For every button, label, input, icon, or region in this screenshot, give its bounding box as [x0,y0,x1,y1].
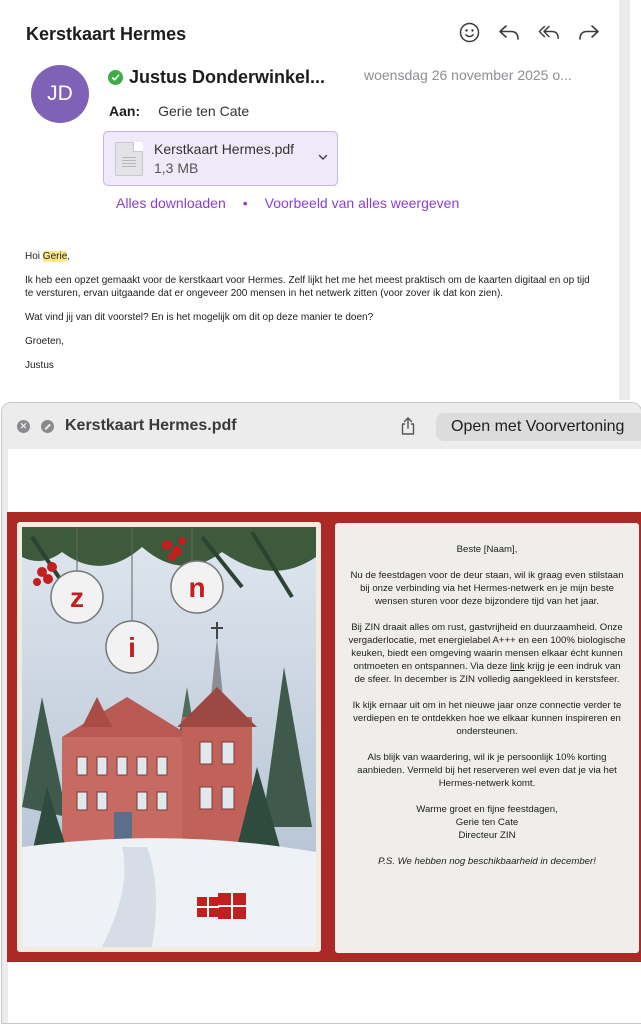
scrollbar-track[interactable] [619,0,630,400]
recipient-name[interactable]: Gerie ten Cate [158,103,250,119]
email-greeting [25,250,595,263]
email-view [0,0,630,400]
sender-name[interactable]: Justus Donderwinkel... [129,67,326,87]
christmas-card [7,512,641,962]
quicklook-header [2,403,641,449]
ornament-i [106,621,158,673]
reply-icon[interactable] [498,21,520,43]
ornament-n [171,561,223,613]
card-salutation: Beste [Naam], [456,544,518,555]
email-subject: Kerstkaart Hermes [26,24,187,44]
reply-all-icon[interactable] [538,21,560,43]
greeting-suffix: , [67,251,71,262]
ornament-letter-n: n [188,572,206,603]
winter-church-illustration [22,527,316,947]
email-body [25,250,595,383]
smiley-icon[interactable] [458,21,480,43]
card-link[interactable]: link [510,661,525,672]
card-paragraph: Als blijk van waardering, wil ik je persoonlijk 10% korting aanbieden. Vermeld bij het reserveren wel even dat je via het Hermes-netwerk komt. [357,752,617,789]
share-icon[interactable] [400,417,416,435]
card-painting [17,522,321,952]
avatar[interactable]: JD [31,65,89,123]
close-icon[interactable]: ✕ [17,420,30,433]
card-letter [335,523,639,953]
card-postscript: P.S. We hebben nog beschikbaarheid in december! [378,856,596,867]
download-all-link[interactable]: Alles downloaden [116,195,226,211]
email-date: woensdag 26 november 2025 o... [364,67,572,83]
email-paragraph: Ik heb een opzet gemaakt voor de kerstkaart voor Hermes. Zelf lijkt het me het meest praktisch om de kaarten digitaal en op tijd te versturen, ervan uitgaande dat er ongeveer 200 mensen in het netwerk zitten (voor zover ik dat kon zien). [25,275,590,299]
attachment-name: Kerstkaart Hermes.pdf [154,141,295,157]
card-paragraph-text: krijg je een indruk van de sfeer. In december is ZIN volledig aangekleed in kerstsfeer. [354,661,621,685]
open-with-preview-button[interactable]: Open met Voorvertoning [436,413,641,441]
to-label: Aan: [109,103,141,119]
card-signer-title: Directeur ZIN [458,830,516,841]
card-closing [347,803,627,816]
preview-all-link[interactable]: Voorbeeld van alles weergeven [264,195,460,211]
ornament-letter-i: i [128,632,136,663]
card-paragraph: Ik kijk ernaar uit om in het nieuwe jaar onze connectie verder te verdiepen en te ontdekken hoe we elkaar kunnen inspireren en ondersteunen. [352,700,622,737]
card-paragraph [347,621,627,686]
card-closing-text: Warme groet en fijne feestdagen, [416,804,558,815]
card-signer-name: Gerie ten Cate [455,817,519,828]
attachment-size: 1,3 MB [154,160,199,176]
forward-icon[interactable] [578,21,600,43]
attachment-links [116,195,459,211]
ornament-z [51,571,103,623]
email-signature: Justus [25,360,54,371]
recipient-row [109,103,249,119]
verified-check-icon [108,70,123,85]
pdf-file-icon [115,142,143,176]
link-separator: • [242,195,248,211]
greeting-prefix: Hoi [25,251,43,262]
email-closing: Groeten, [25,336,64,347]
email-paragraph: Wat vind jij van dit voorstel? En is het mogelijk om dit op deze manier te doen? [25,312,374,323]
quicklook-title: Kerstkaart Hermes.pdf [65,417,237,434]
highlighted-name: Gerie [42,251,68,262]
ornament-letter-z: z [70,582,84,613]
chevron-down-icon[interactable] [318,152,328,164]
email-toolbar [458,21,600,43]
card-paragraph-text: Bij ZIN draait alles om rust, gastvrijheid en duurzaamheid. Onze vergaderlocatie, met energielabel A+++ en een 100% biologische keuken, biedt een omgeving waarin mensen elkaar écht kunnen ontmoeten en ontspannen. Via deze [348,622,626,672]
sender-row [108,67,325,88]
markup-icon[interactable] [41,420,54,433]
attachment-tile[interactable] [103,131,338,186]
card-paragraph: Nu de feestdagen voor de deur staan, wil ik graag even stilstaan bij onze verbinding via het Hermes-netwerk en je mijn beste wensen sturen voor deze bijzondere tijd van het jaar. [350,570,624,607]
